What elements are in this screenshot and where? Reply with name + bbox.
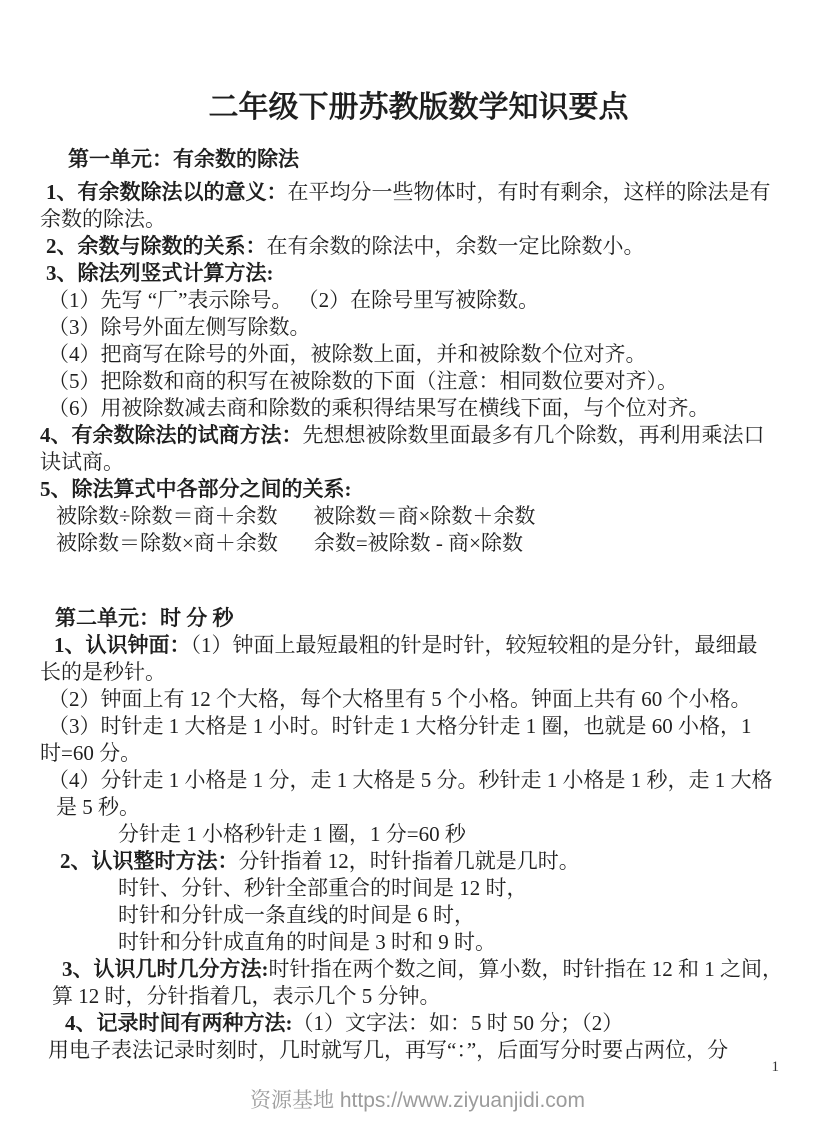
formula-dividend-divisor: 被除数÷除数＝商＋余数: [56, 504, 278, 528]
division-step-4: （4）把商写在除号的外面，被除数上面，并和被除数个位对齐。: [48, 342, 647, 366]
unit1-item1-text: 在平均分一些物体时，有时有剩余，这样的除法是有: [287, 180, 771, 204]
unit2-item4-text: （1）文字法：如：5 时 50 分；（2）: [292, 1011, 624, 1035]
formula-row-2: [40, 530, 797, 557]
unit1-item3-label: 3、除法列竖式计算方法:: [46, 261, 274, 285]
unit2-item1-label: 1、认识钟面：: [54, 633, 191, 657]
unit2-item3-text: 时针指在两个数之间，算小数，时针指在 12 和 1 之间，: [268, 957, 783, 981]
unit1-item1-continuation: 余数的除法。: [40, 207, 166, 231]
unit1-item4: [40, 422, 797, 449]
division-step-3: （3）除号外面左侧写除数。: [48, 315, 311, 339]
unit2-heading: 第二单元：时 分 秒: [55, 606, 234, 630]
unit1-item5-label: 5、除法算式中各部分之间的关系:: [40, 477, 352, 501]
unit2-item2-label: 2、认识整时方法：: [60, 849, 239, 873]
unit1-item2-text: 在有余数的除法中，余数一定比除数小。: [266, 234, 645, 258]
unit1-item4-label: 4、有余数除法的试商方法：: [40, 423, 303, 447]
unit1-item4-continuation: 诀试商。: [40, 450, 124, 474]
clock-face-point-3-continuation: 时=60 分。: [40, 741, 142, 765]
division-step-6: （6）用被除数减去商和除数的乘积得结果写在横线下面，与个位对齐。: [48, 396, 710, 420]
unit2-item1-continuation: 长的是秒针。: [40, 660, 166, 684]
page-number: 1: [771, 1059, 779, 1075]
unit2-item4-label: 4、记录时间有两种方法:: [65, 1011, 293, 1035]
unit1-item1-label: 1、有余数除法以的意义：: [46, 180, 288, 204]
formula-dividend-product: 被除数＝商×除数＋余数: [313, 504, 536, 528]
document-title: 二年级下册苏教版数学知识要点: [208, 91, 629, 124]
formula-remainder: 余数=被除数 - 商×除数: [313, 531, 524, 555]
clock-face-point-3: （3）时针走 1 大格是 1 小时。时针走 1 大格分针走 1 圈，也就是 60 小格，1: [48, 714, 752, 738]
clock-note-straight-line: 时针和分针成一条直线的时间是 6 时，: [118, 903, 475, 927]
minute-second-note: 分针走 1 小格秒针走 1 圈，1 分=60 秒: [118, 822, 466, 846]
unit2-item1-text: （1）钟面上最短最粗的针是时针，较短较粗的是分针，最细最: [190, 633, 758, 657]
unit2-item2: [40, 848, 797, 875]
clock-face-point-4-continuation: 是 5 秒。: [56, 795, 140, 819]
unit2-item2-text: 分针指着 12，时针指着几就是几时。: [238, 849, 580, 873]
unit2-item3: [40, 956, 797, 983]
document-content: [40, 92, 797, 1064]
unit2-item4: [40, 1010, 797, 1037]
unit2-item3-continuation: 算 12 时，分针指着几，表示几个 5 分钟。: [52, 984, 441, 1008]
unit1-item2-label: 2、余数与除数的关系：: [46, 234, 267, 258]
unit2-item1: [40, 632, 797, 659]
unit2-item3-label: 3、认识几时几分方法:: [62, 957, 269, 981]
division-step-1-2: （1）先写 “厂”表示除号。 （2）在除号里写被除数。: [48, 288, 540, 312]
footer-site-link: 资源基地 https://www.ziyuanjidi.com: [250, 1089, 585, 1112]
clock-note-right-angle: 时针和分针成直角的时间是 3 时和 9 时。: [118, 930, 496, 954]
unit1-item2: [40, 233, 797, 260]
clock-face-point-4: （4）分针走 1 小格是 1 分，走 1 大格是 5 分。秒针走 1 小格是 1 秒，走 1 大格: [48, 768, 773, 792]
formula-row-1: [40, 503, 797, 530]
unit1-item4-text: 先想想被除数里面最多有几个除数，再利用乘法口: [302, 423, 765, 447]
clock-note-overlap: 时针、分针、秒针全部重合的时间是 12 时，: [118, 876, 528, 900]
clock-face-point-2: （2）钟面上有 12 个大格，每个大格里有 5 个小格。钟面上共有 60 个小格。: [48, 687, 752, 711]
division-step-5: （5）把除数和商的积写在被除数的下面（注意：相同数位要对齐）。: [48, 369, 678, 393]
unit2-item4-continuation: 用电子表法记录时刻时，几时就写几，再写“：”，后面写分时要占两位，分: [48, 1038, 729, 1062]
unit1-heading: 第一单元：有余数的除法: [68, 147, 299, 171]
formula-dividend-divisor-quotient: 被除数＝除数×商＋余数: [56, 531, 278, 555]
unit1-item1: [40, 179, 797, 206]
